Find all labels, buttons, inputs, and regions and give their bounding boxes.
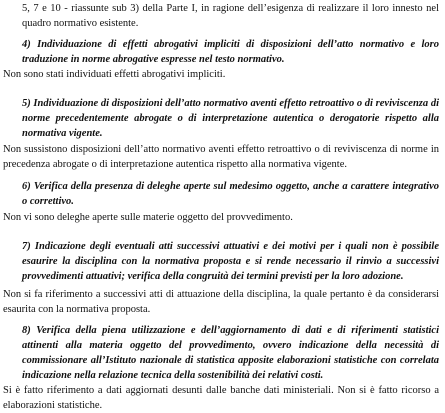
paragraph-intro-continuation: 5, 7 e 10 - riassunte sub 3) della Parte I, in ragione dell’esigenza di realizzare il loro innesto nel quadro normativo esistente. (22, 3, 439, 29)
heading-question-8: 8) Verifica della piena utilizzazione e dell’aggiornamento di dati e di riferimenti statistici attinenti alla materia oggetto del provvedimento, ovvero indicazione della necessità di commissionare all’Istituto nazionale di statistica apposite elaborazioni statistiche con correlata indicazione nella relazione tecnica della sostenibilità dei relativi costi. (22, 325, 439, 381)
answer-6: Non vi sono deleghe aperte sulle materie oggetto del provvedimento. (3, 212, 293, 223)
answer-5: Non sussistono disposizioni dell’atto normativo aventi effetto retroattivo o di reviviscenza di norme in precedenza abrogate o di interpretazione autentica rispetto alla normativa vigente. (3, 144, 439, 170)
answer-7: Non si fa riferimento a successivi atti di attuazione della disciplina, la quale pertanto è da considerarsi esaurita con la normativa proposta. (3, 289, 439, 315)
heading-question-5: 5) Individuazione di disposizioni dell’atto normativo aventi effetto retroattivo o di reviviscenza di norme precedentemente abrogate o di interpretazione autentica o derogatorie rispetto alla normativa vigente. (22, 98, 439, 139)
heading-question-7: 7) Indicazione degli eventuali atti successivi attuativi e dei motivi per i quali non è possibile esaurire la disciplina con la normativa proposta e si rende necessario il rinvio a successivi provvedimenti attuativi; verifica della congruità dei termini previsti per la loro adozione. (22, 241, 439, 282)
answer-4: Non sono stati individuati effetti abrogativi impliciti. (3, 69, 226, 80)
answer-8: Si è fatto riferimento a dati aggiornati desunti dalle banche dati ministeriali. Non si è fatto ricorso a elaborazioni statistiche. (3, 385, 439, 411)
heading-question-4: 4) Individuazione di effetti abrogativi impliciti di disposizioni dell’atto normativo e loro traduzione in norme abrogative espresse nel testo normativo. (22, 39, 439, 65)
heading-question-6: 6) Verifica della presenza di deleghe aperte sul medesimo oggetto, anche a carattere integrativo o correttivo. (22, 181, 439, 207)
